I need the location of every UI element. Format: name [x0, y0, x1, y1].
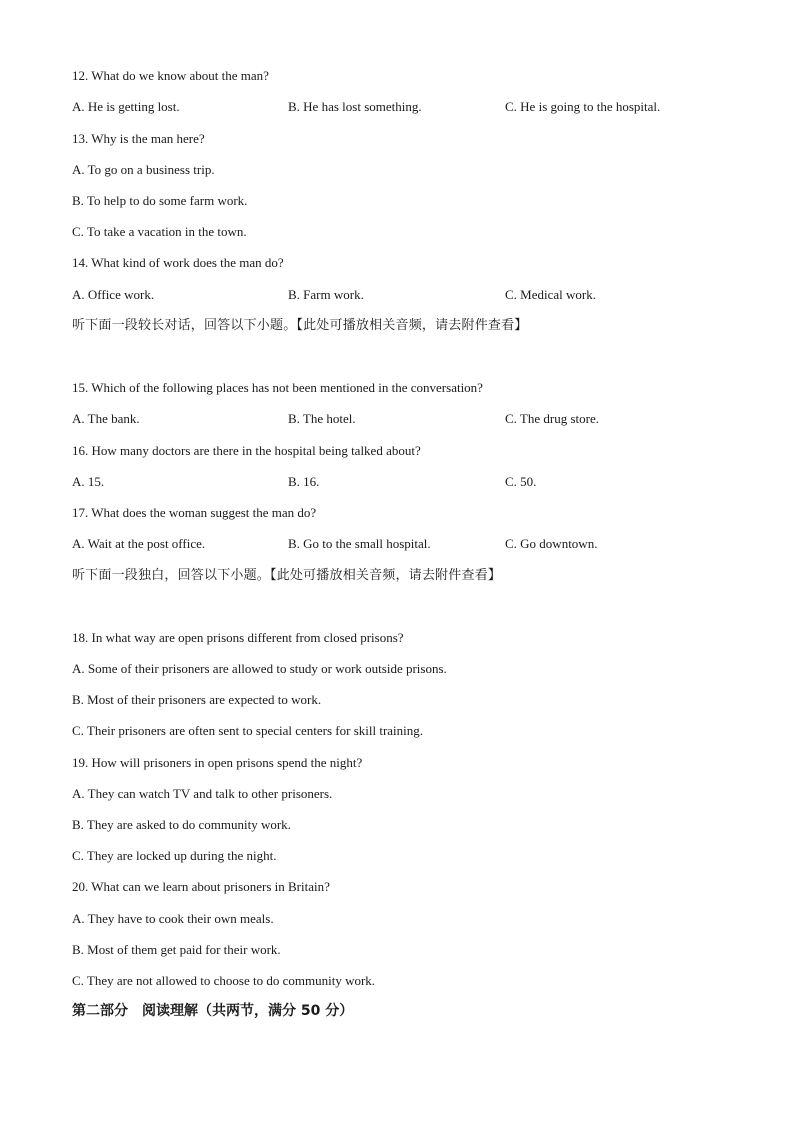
question-stem: 16. How many doctors are there in the hospital being talked about? — [72, 443, 421, 458]
option-a: A. They have to cook their own meals. — [72, 911, 274, 926]
option-c: C. Their prisoners are often sent to special centers for skill training. — [72, 723, 424, 738]
option-a: A. The bank. — [72, 411, 140, 426]
option-b: B. The hotel. — [288, 411, 356, 426]
option-a: A. Wait at the post office. — [72, 536, 206, 551]
listening-instruction: 听下面一段较长对话，回答以下小题。【此处可播放相关音频，请去附件查看】 — [72, 318, 528, 333]
option-c: C. Go downtown. — [505, 536, 598, 551]
listening-instruction: 听下面一段独白，回答以下小题。【此处可播放相关音频，请去附件查看】 — [72, 568, 502, 583]
option-a: A. 15. — [72, 474, 105, 489]
question-stem: 12. What do we know about the man? — [72, 68, 269, 83]
option-a: A. He is getting lost. — [72, 99, 180, 114]
option-a: A. Office work. — [72, 287, 155, 302]
option-a: A. To go on a business trip. — [72, 162, 215, 177]
option-b: B. Go to the small hospital. — [288, 536, 431, 551]
option-b: B. Most of them get paid for their work. — [72, 942, 281, 957]
question-stem: 13. Why is the man here? — [72, 131, 205, 146]
options-row — [72, 474, 752, 490]
option-c: C. He is going to the hospital. — [505, 99, 661, 114]
option-b: B. Most of their prisoners are expected to work. — [72, 692, 322, 707]
options-row — [72, 536, 752, 552]
options-row — [72, 411, 752, 427]
option-b: B. They are asked to do community work. — [72, 817, 291, 832]
option-b: B. 16. — [288, 474, 320, 489]
option-c: C. They are locked up during the night. — [72, 848, 277, 863]
options-row — [72, 287, 752, 303]
option-a: A. They can watch TV and talk to other prisoners. — [72, 786, 333, 801]
question-stem: 17. What does the woman suggest the man do? — [72, 505, 317, 520]
option-b: B. He has lost something. — [288, 99, 422, 114]
question-stem: 14. What kind of work does the man do? — [72, 255, 284, 270]
option-c: C. The drug store. — [505, 411, 599, 426]
section-heading: 第二部分 阅读理解（共两节，满分 50 分） — [72, 1003, 354, 1019]
option-b: B. To help to do some farm work. — [72, 193, 248, 208]
option-c: C. To take a vacation in the town. — [72, 224, 247, 239]
option-c: C. They are not allowed to choose to do community work. — [72, 973, 376, 988]
question-stem: 15. Which of the following places has not been mentioned in the conversation? — [72, 380, 483, 395]
question-stem: 20. What can we learn about prisoners in Britain? — [72, 879, 330, 894]
option-c: C. 50. — [505, 474, 537, 489]
option-a: A. Some of their prisoners are allowed to study or work outside prisons. — [72, 661, 447, 676]
option-b: B. Farm work. — [288, 287, 364, 302]
question-stem: 19. How will prisoners in open prisons spend the night? — [72, 755, 363, 770]
options-row — [72, 99, 752, 115]
option-c: C. Medical work. — [505, 287, 596, 302]
question-stem: 18. In what way are open prisons different from closed prisons? — [72, 630, 404, 645]
